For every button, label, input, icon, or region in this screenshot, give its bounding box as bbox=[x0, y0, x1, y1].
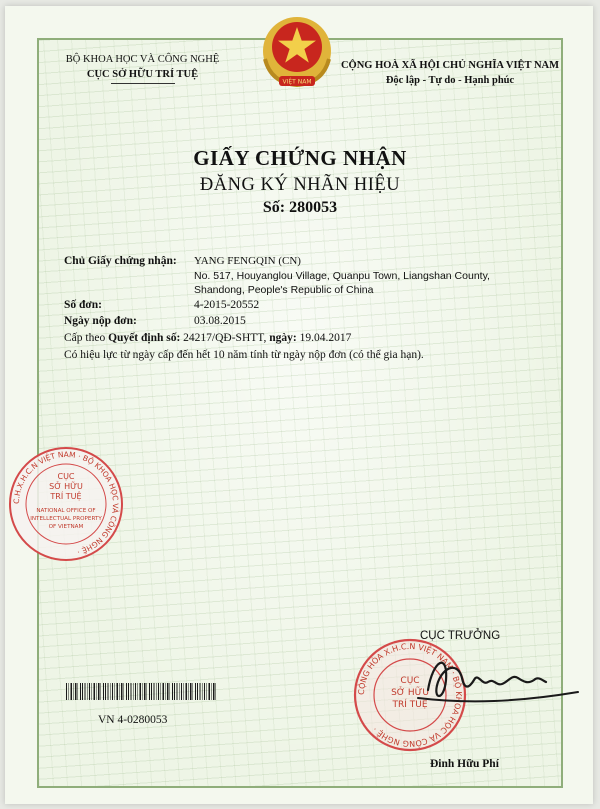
validity-statement: Có hiệu lực từ ngày cấp đến hết 10 năm tính từ ngày nộp đơn (có thể gia hạn). bbox=[64, 349, 424, 361]
issuance-prefix: Cấp theo bbox=[64, 332, 109, 344]
seal-left-en2: INTELLECTUAL PROPERTY bbox=[30, 516, 102, 522]
seal-right-center3: TRÍ TUỆ bbox=[392, 700, 428, 710]
decision-date: 19.04.2017 bbox=[296, 332, 352, 344]
decision-number: 24217/QĐ-SHTT, bbox=[180, 332, 270, 344]
national-motto: Độc lập - Tự do - Hạnh phúc bbox=[385, 75, 515, 86]
owner-label: Chủ Giấy chứng nhận: bbox=[64, 255, 177, 267]
serial-number: VN 4-0280053 bbox=[98, 714, 168, 726]
country-name: CỘNG HOÀ XÃ HỘI CHỦ NGHĨA VIỆT NAM bbox=[340, 60, 560, 71]
emblem-banner-text: VIỆT NAM bbox=[282, 78, 312, 86]
certificate-title: GIẤY CHỨNG NHẬN bbox=[193, 146, 407, 170]
seal-left-mid1: SỞ HỮU bbox=[49, 482, 83, 491]
decision-label: Quyết định số: bbox=[108, 332, 181, 344]
header-left bbox=[60, 52, 225, 84]
ministry-name: BỘ KHOA HỌC VÀ CÔNG NGHỆ bbox=[65, 54, 220, 65]
seal-left-top: CỤC bbox=[57, 472, 75, 481]
owner-address-line2: Shandong, People's Republic of China bbox=[194, 284, 374, 296]
seal-right-center2: SỞ HỮU bbox=[391, 688, 429, 698]
office-seal-left bbox=[6, 444, 126, 564]
seal-left-mid2: TRÍ TUỆ bbox=[50, 492, 82, 501]
header-left-underline bbox=[111, 83, 175, 84]
issuance-line bbox=[64, 330, 564, 346]
application-number-label: Số đơn: bbox=[64, 299, 103, 311]
header-right bbox=[330, 58, 570, 88]
seal-left-ring-text: C.H.X.H.C.N VIỆT NAM · BỘ KHOA HỌC VÀ CÔNG NGHỆ · bbox=[11, 449, 121, 557]
owner-address-line1: No. 517, Houyanglou Village, Quanpu Town, Liangshan County, bbox=[194, 270, 490, 282]
signer-name: Đinh Hữu Phí bbox=[430, 758, 499, 770]
filing-date-value: 03.08.2015 bbox=[194, 315, 246, 327]
filing-date-label: Ngày nộp đơn: bbox=[64, 315, 137, 327]
seal-left-en1: NATIONAL OFFICE OF bbox=[36, 508, 96, 514]
office-name: CỤC SỞ HỮU TRÍ TUỆ bbox=[86, 69, 199, 80]
certificate-number: Số: 280053 bbox=[262, 199, 338, 216]
application-number-value: 4-2015-20552 bbox=[194, 299, 260, 311]
barcode bbox=[66, 683, 216, 700]
seal-right-center1: CỤC bbox=[400, 676, 420, 686]
seal-right-ring-text: CỘNG HÒA X.H.C.N VIỆT NAM · BỘ KHOA HỌC VÀ CÔNG NGHỆ · bbox=[356, 641, 464, 749]
certificate-subtitle: ĐĂNG KÝ NHÃN HIỆU bbox=[199, 175, 401, 195]
owner-name: YANG FENGQIN (CN) bbox=[194, 255, 301, 267]
decision-date-label: ngày: bbox=[269, 332, 297, 344]
signature bbox=[388, 640, 588, 720]
seal-left-en3: OF VIETNAM bbox=[48, 524, 84, 530]
signer-position: CỤC TRƯỞNG bbox=[420, 630, 501, 642]
